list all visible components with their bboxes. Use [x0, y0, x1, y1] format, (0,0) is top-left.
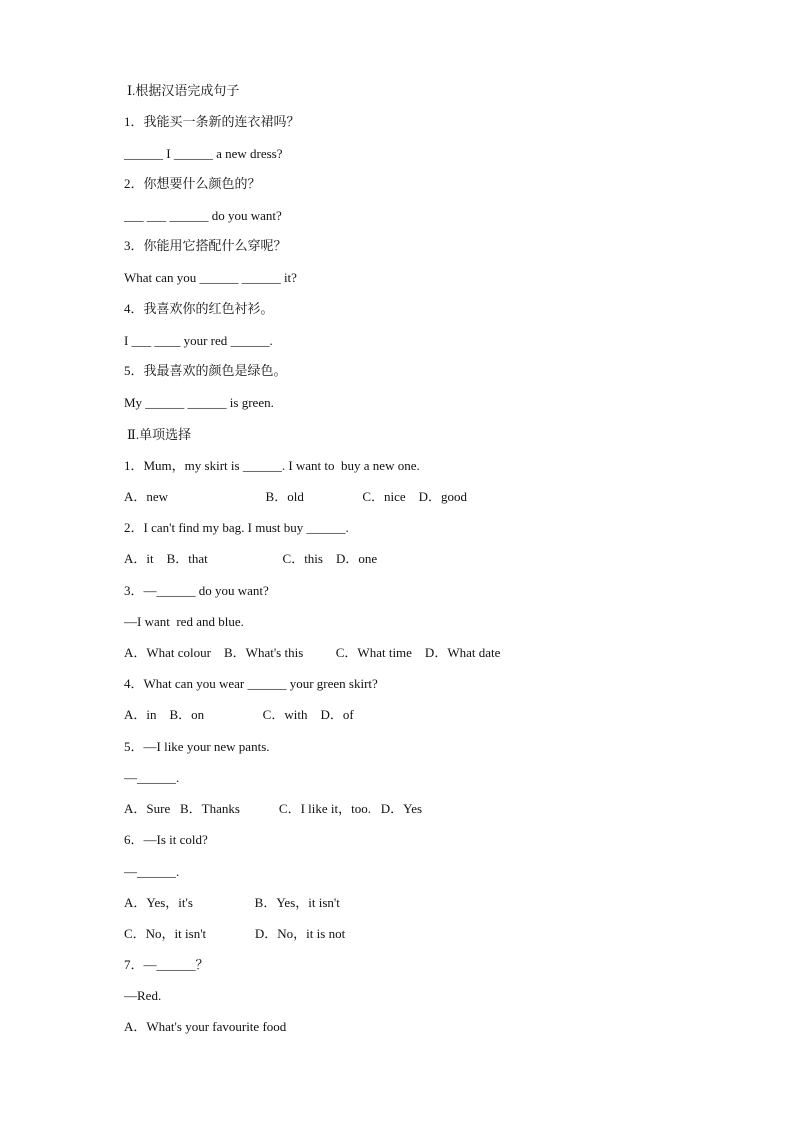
question-line: 6．—Is it cold? [124, 832, 208, 847]
answer-line: My ______ ______ is green. [124, 395, 274, 410]
answer-line: What can you ______ ______ it? [124, 270, 297, 285]
question-line: 1．我能买一条新的连衣裙吗？ [124, 114, 300, 129]
question-line: 3．—______ do you want? [124, 583, 269, 598]
dialogue-line: —Red. [124, 988, 162, 1003]
question-line: 7．—______？ [124, 957, 209, 972]
question-line: 4．What can you wear ______ your green skirt? [124, 676, 378, 691]
options-line: A．What's your favourite food [124, 1019, 287, 1034]
question-line: 2．你想要什么颜色的？ [124, 176, 261, 191]
options-line: A．Yes，it's B．Yes，it isn't [124, 895, 340, 910]
options-line: A．new B．old C．nice D．good [124, 489, 468, 504]
answer-line: ______ I ______ a new dress? [124, 146, 283, 161]
section-1-heading: Ⅰ.根据汉语完成句子 [127, 83, 240, 98]
answer-line: ___ ___ ______ do you want? [124, 208, 282, 223]
options-line: A．in B．on C．with D．of [124, 707, 354, 722]
section-2-heading: Ⅱ.单项选择 [127, 427, 192, 442]
question-line: 5．—I like your new pants. [124, 739, 270, 754]
dialogue-line: —______. [124, 770, 180, 785]
dialogue-line: —______. [124, 864, 180, 879]
question-line: 4．我喜欢你的红色衬衫。 [124, 301, 274, 316]
question-line: 5．我最喜欢的颜色是绿色。 [124, 363, 287, 378]
question-line: 3．你能用它搭配什么穿呢？ [124, 238, 287, 253]
question-line: 1．Mum，my skirt is ______. I want to buy a new one. [124, 458, 420, 473]
options-line: A．What colour B．What's this C．What time D．What date [124, 645, 501, 660]
options-line: C．No，it isn't D．No，it is not [124, 926, 346, 941]
options-line: A．Sure B．Thanks C．I like it，too. D．Yes [124, 801, 423, 816]
question-line: 2．I can't find my bag. I must buy ______. [124, 520, 349, 535]
answer-line: I ___ ____ your red ______. [124, 333, 273, 348]
options-line: A．it B．that C．this D．one [124, 551, 378, 566]
dialogue-line: —I want red and blue. [124, 614, 244, 629]
